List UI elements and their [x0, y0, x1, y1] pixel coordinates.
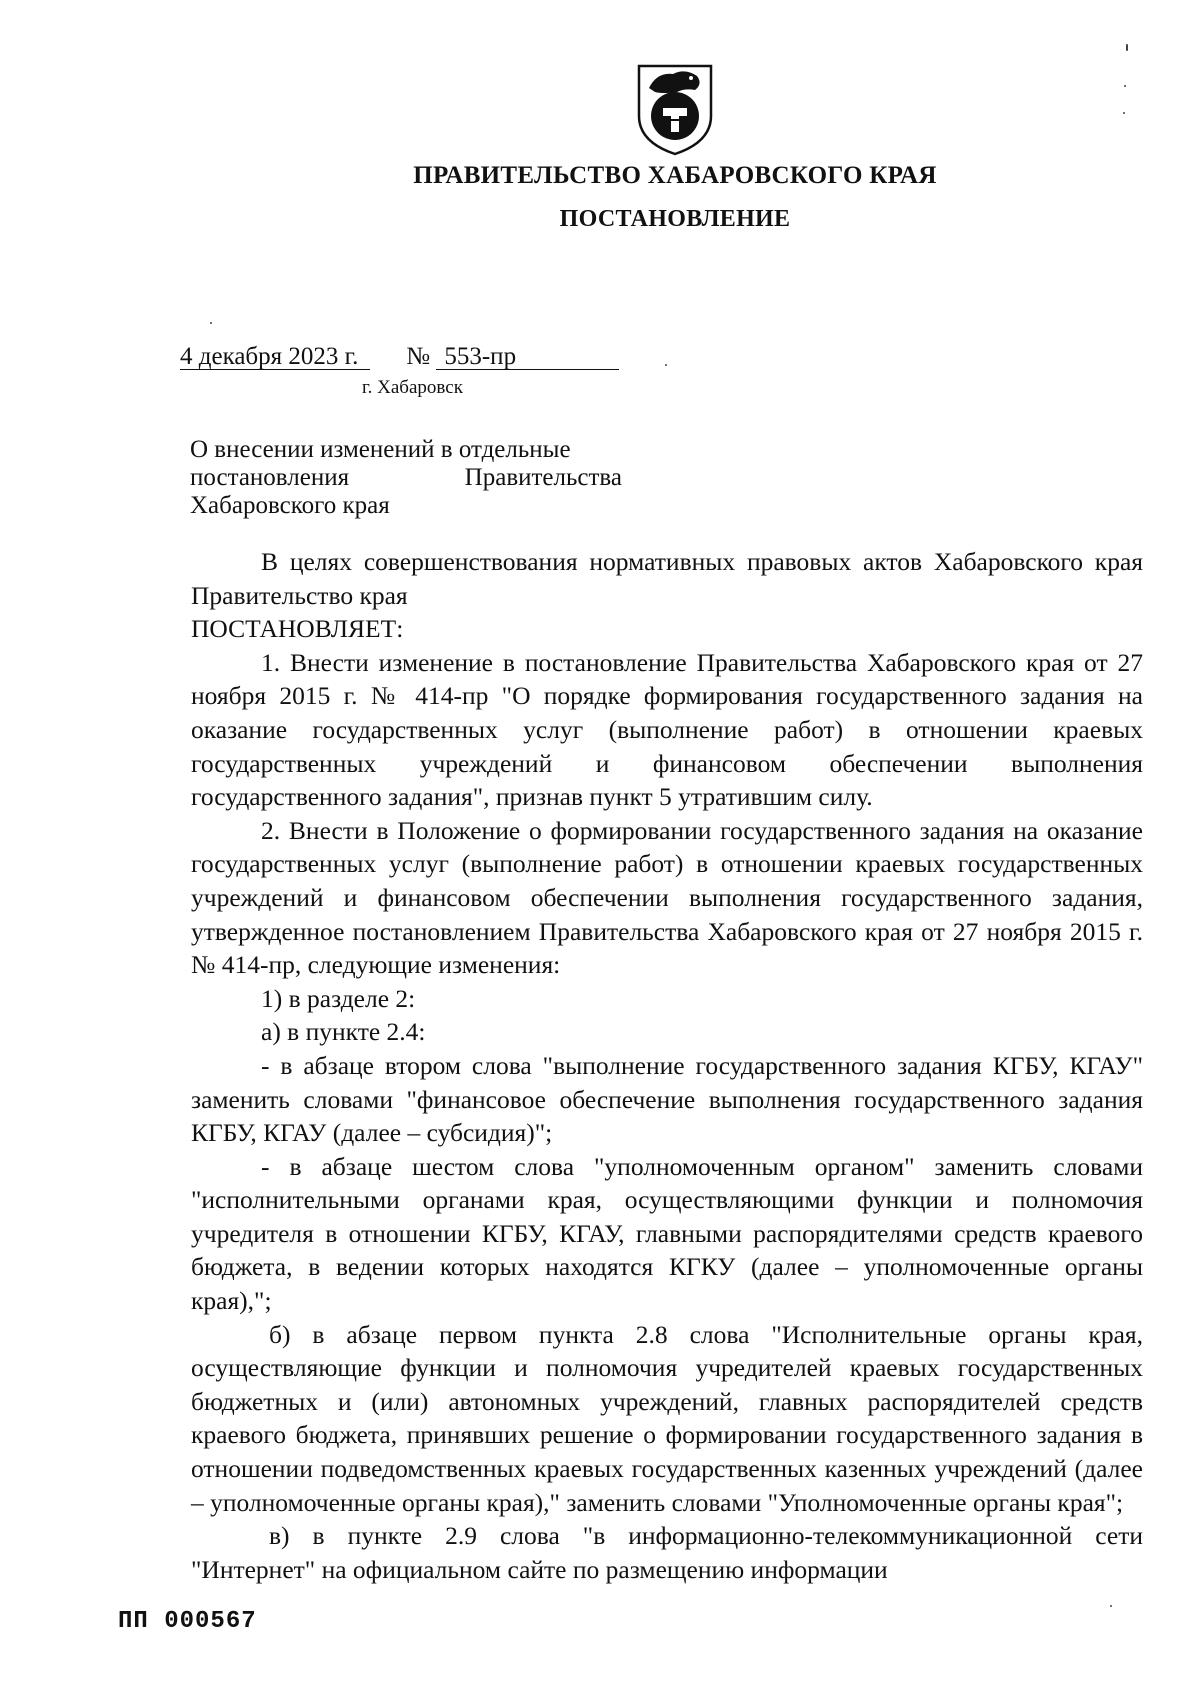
government-name: ПРАВИТЕЛЬСТВО ХАБАРОВСКОГО КРАЯ	[413, 162, 937, 189]
scan-speck	[1110, 1605, 1112, 1607]
scan-speck	[210, 322, 212, 324]
document-subject	[190, 436, 622, 520]
subitem-b: б) в абзаце первом пункта 2.8 слова "Исполнительные органы края, осуществляющие функции и полномочия учредителей краевых государственных бюджетных и (или) автономных учреждений, главных распорядителей средств краевого бюджета, принявших решение о формировании государственного задания в отношении подведомственных краевых государственных казенных учреждений (далее – уполномоченные органы края)," заменить словами "Уполномоченные органы края";	[191, 1319, 1143, 1517]
subitem-a: а) в пункте 2.4:	[261, 1017, 426, 1047]
scan-speck	[1124, 85, 1126, 87]
document-number: 553-пр	[436, 345, 619, 370]
dash-item-1: - в абзаце втором слова "выполнение государственного задания КГБУ, КГАУ" заменить словами "финансовое обеспечение выполнения государственного задания КГБУ, КГАУ (далее – субсидия)";	[191, 1050, 1143, 1148]
form-code: ПП 000567	[118, 1608, 257, 1635]
intro-paragraph: В целях совершенствования нормативных правовых актов Хабаровского края Правительство края	[191, 547, 1143, 610]
dash-item-2: - в абзаце шестом слова "уполномоченным органом" заменить словами "исполнительными органами края, осуществляющими функции и полномочия учредителя в отношении КГБУ, КГАУ, главными распорядителями средств краевого бюджета, в ведении которых находятся КГКУ (далее – уполномоченные органы края),";	[191, 1151, 1143, 1316]
subject-line-3: Хабаровского края	[190, 492, 390, 519]
subject-line-2: постановления Правительства	[190, 464, 622, 491]
coat-of-arms-emblem	[633, 58, 717, 158]
decree-word: ПОСТАНОВЛЯЕТ:	[191, 614, 404, 644]
number-sign: №	[406, 343, 431, 370]
item-1-paragraph: 1. Внести изменение в постановление Правительства Хабаровского края от 27 ноября 2015 г. № 414-пр "О порядке формирования государственного задания на оказание государственных услуг (выполнение работ) в отношении краевых государственных учреждений и финансовом обеспечении выполнения государственного задания", признав пункт 5 утратившим силу.	[191, 647, 1143, 812]
document-city: г. Хабаровск	[362, 377, 463, 398]
scan-speck	[665, 364, 667, 366]
document-date: 4 декабря 2023 г.	[180, 345, 370, 370]
date-number-line	[180, 343, 619, 371]
subitem-v: в) в пункте 2.9 слова "в информационно-телекоммуникационной сети "Интернет" на официальном сайте по размещению информации	[191, 1521, 1143, 1584]
document-type: ПОСТАНОВЛЕНИЕ	[559, 206, 791, 232]
subject-line-1: О внесении изменений в отдельные	[190, 436, 571, 463]
item-2-paragraph: 2. Внести в Положение о формировании государственного задания на оказание государственных услуг (выполнение работ) в отношении краевых государственных учреждений и финансовом обеспечении выполнения государственного задания, утвержденное постановлением Правительства Хабаровского края от 27 ноября 2015 г. № 414-пр, следующие изменения:	[191, 815, 1143, 980]
scan-speck	[1126, 44, 1128, 51]
subitem-1: 1) в разделе 2:	[261, 983, 416, 1013]
scan-speck	[1123, 112, 1125, 114]
document-body	[191, 545, 1143, 1586]
